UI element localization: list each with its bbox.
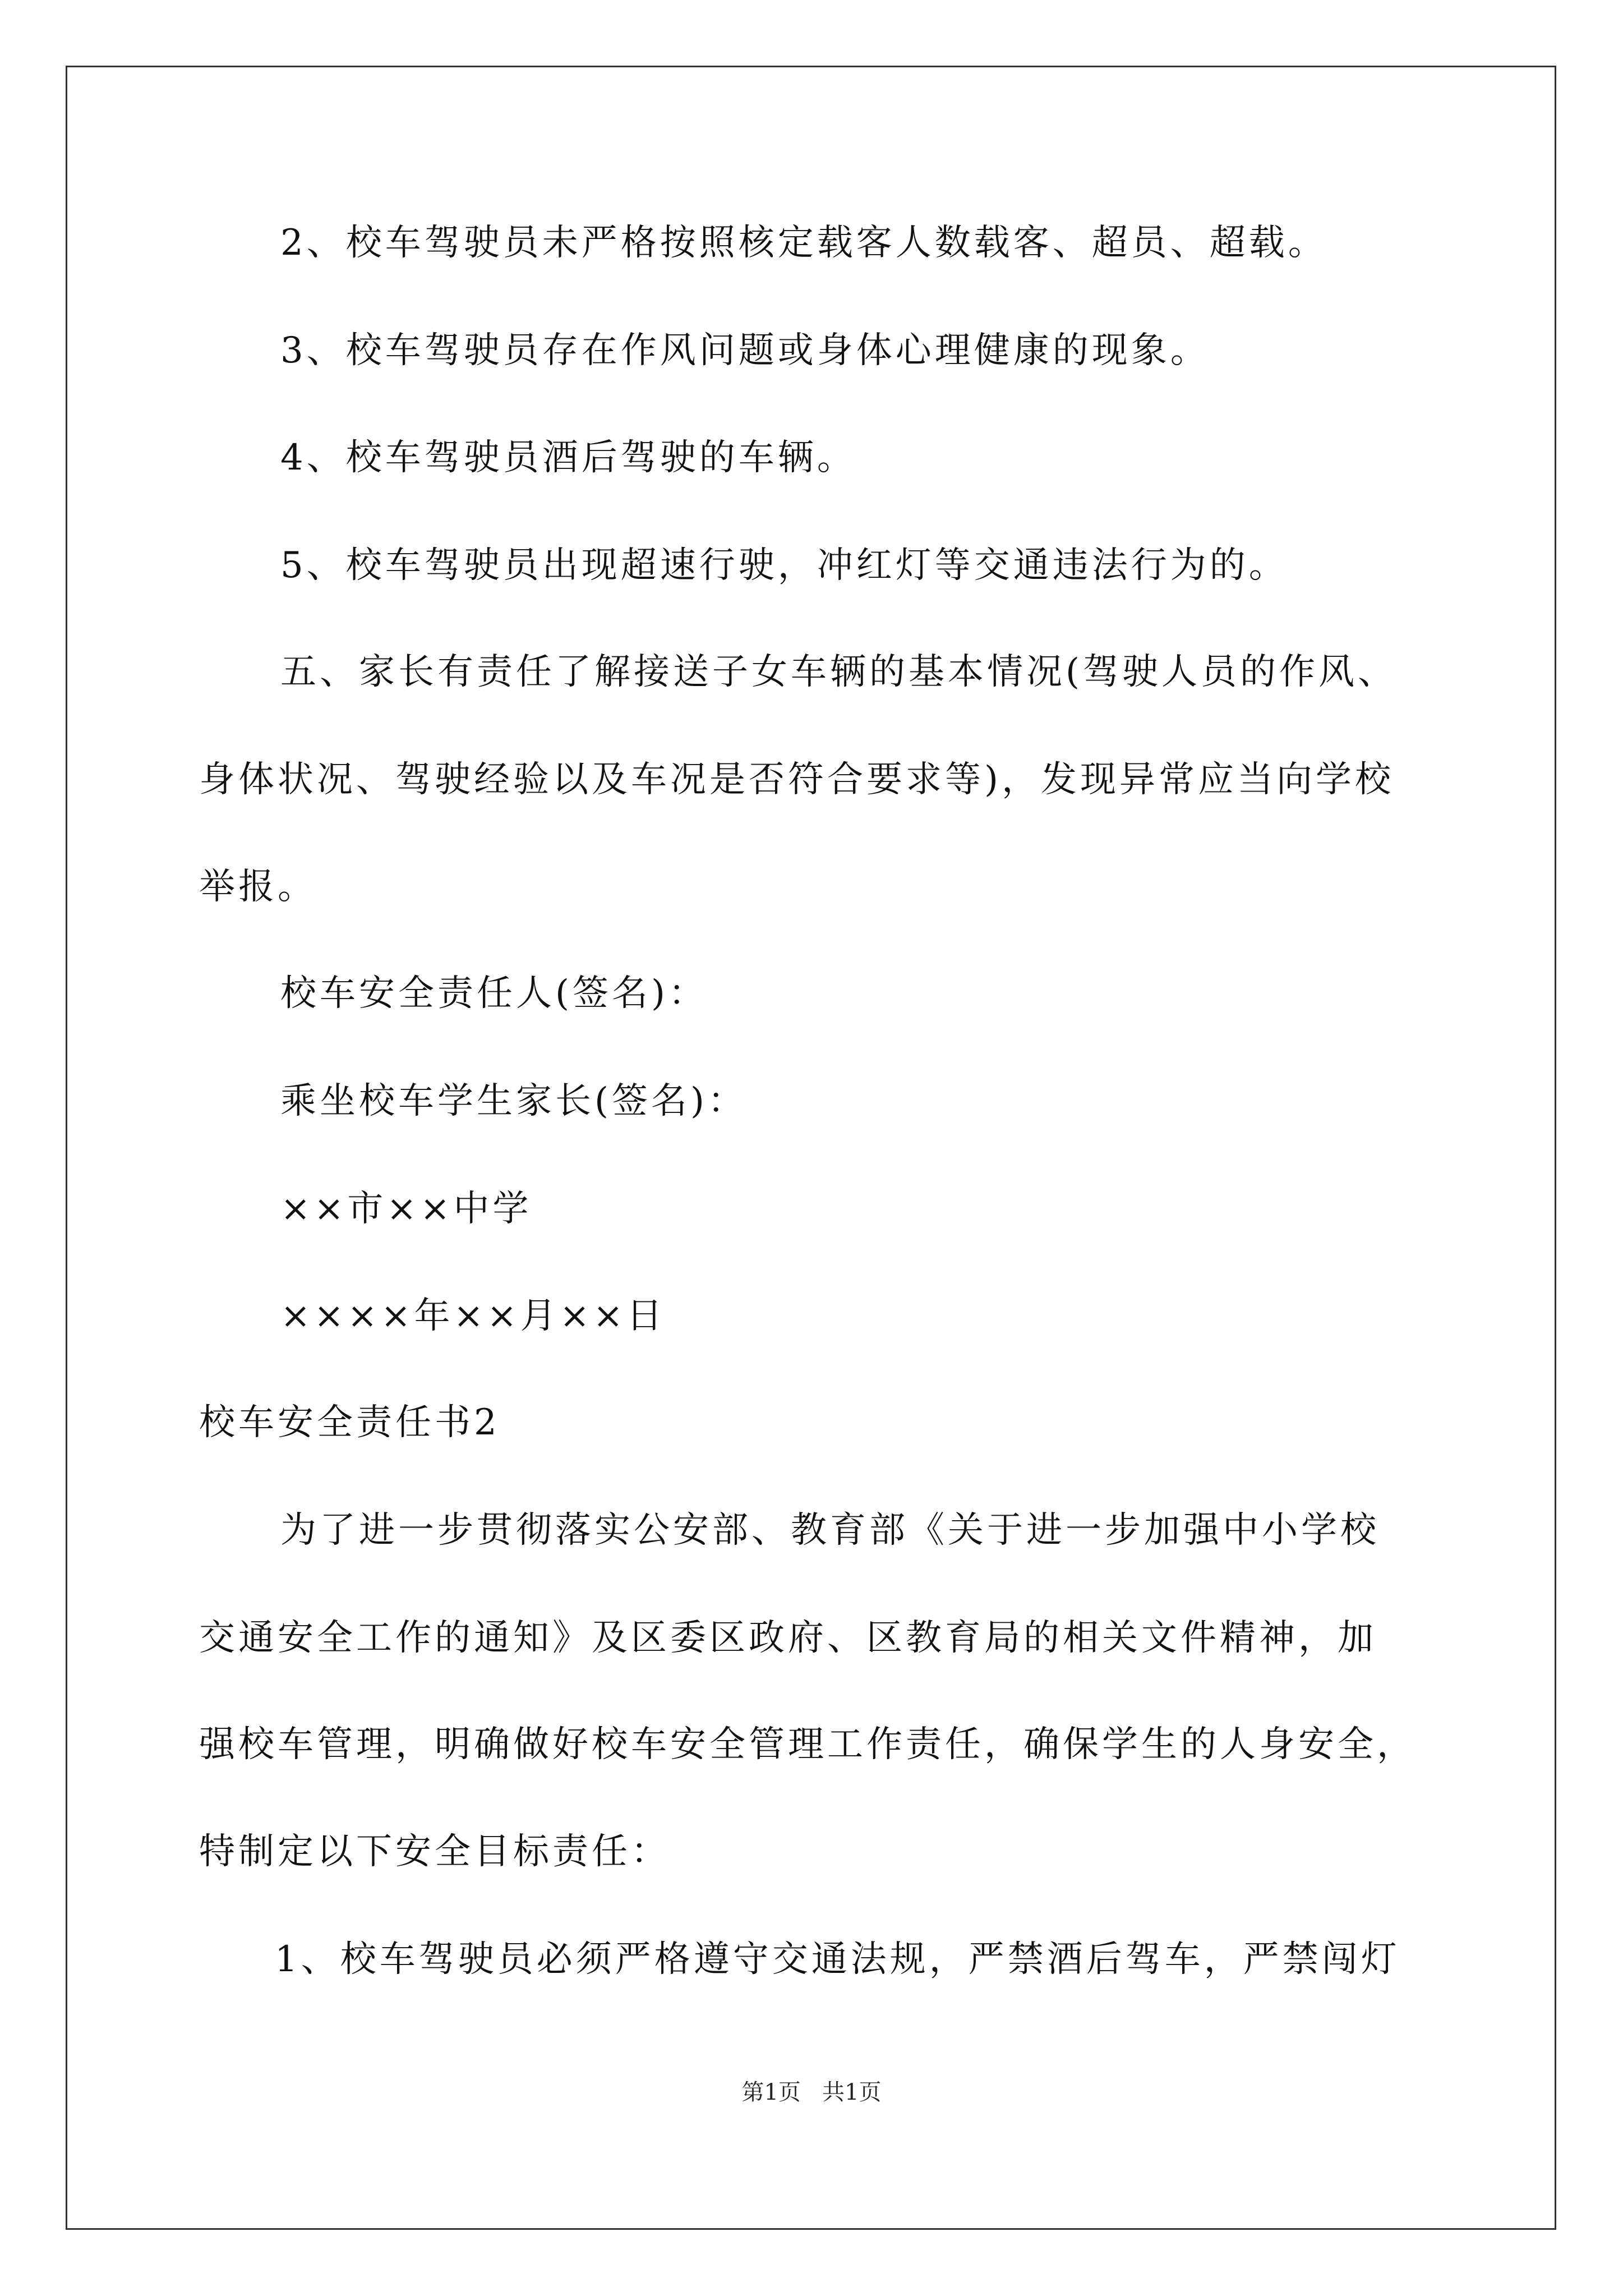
section-title: 校车安全责任书2 [199, 1402, 500, 1443]
intro-paragraph-line-1: 为了进一步贯彻落实公安部、教育部《关于进一步加强中小学校 [280, 1510, 1380, 1551]
paragraph-section-five-line-3: 举报。 [199, 866, 317, 908]
intro-paragraph-line-3: 强校车管理，明确做好校车安全管理工作责任，确保学生的人身安全， [199, 1724, 1416, 1765]
rule-item-1: 1、校车驾驶员必须严格遵守交通法规，严禁酒后驾车，严禁闯灯 [275, 1939, 1400, 1980]
paragraph-section-five-line-1: 五、家长有责任了解接送子女车辆的基本情况(驾驶人员的作风、 [280, 651, 1397, 693]
paragraph-item-3: 3、校车驾驶员存在作风问题或身体心理健康的现象。 [280, 330, 1210, 371]
signature-parent: 乘坐校车学生家长(签名)： [280, 1080, 747, 1122]
paragraph-section-five-line-2: 身体状况、驾驶经验以及车况是否符合要求等)，发现异常应当向学校 [199, 759, 1394, 800]
school-name: ××市××中学 [280, 1188, 532, 1230]
intro-paragraph-line-2: 交通安全工作的通知》及区委区政府、区教育局的相关文件精神，加 [199, 1617, 1377, 1659]
signature-responsible-person: 校车安全责任人(签名)： [280, 973, 708, 1014]
paragraph-item-5: 5、校车驾驶员出现超速行驶，冲红灯等交通违法行为的。 [280, 545, 1288, 586]
page-border [66, 66, 1556, 2230]
paragraph-item-4: 4、校车驾驶员酒后驾驶的车辆。 [280, 437, 856, 478]
page-footer: 第1页 共1页 [741, 2079, 882, 2105]
intro-paragraph-line-4: 特制定以下安全目标责任： [199, 1831, 670, 1872]
paragraph-item-2: 2、校车驾驶员未严格按照核定载客人数载客、超员、超载。 [280, 222, 1327, 264]
document-date: ××××年××月××日 [280, 1295, 666, 1337]
